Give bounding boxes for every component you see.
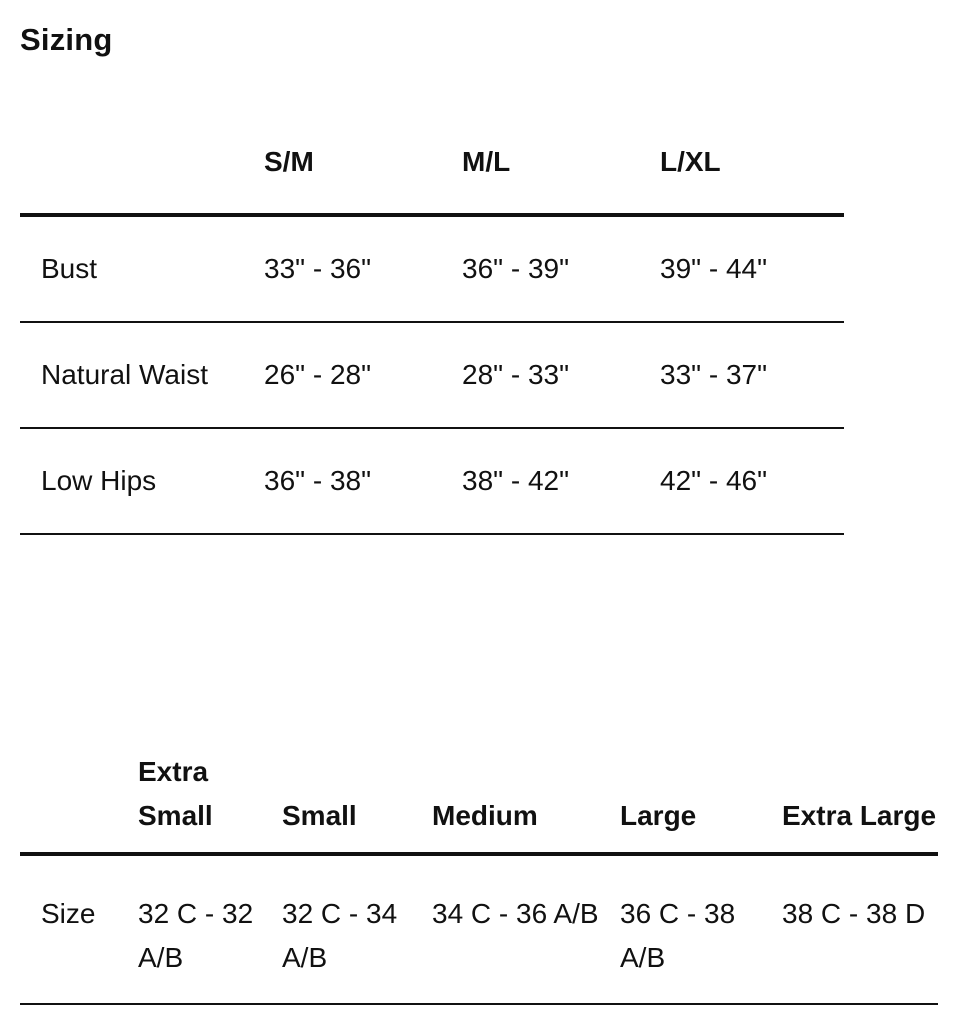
column-header-large: Large xyxy=(620,733,782,854)
column-header-blank xyxy=(20,110,264,215)
size-chart-bra-sizes xyxy=(20,733,938,1005)
row-label: Size xyxy=(20,854,138,1004)
column-header-medium: Medium xyxy=(432,733,620,854)
table-cell: 32 C - 32 A/B xyxy=(138,854,282,1004)
table-cell: 28" - 33" xyxy=(462,322,660,428)
table-cell: 42" - 46" xyxy=(660,428,844,534)
header-row xyxy=(20,110,844,215)
header-row xyxy=(20,733,938,854)
column-header-l-xl: L/XL xyxy=(660,110,844,215)
column-header-small: Small xyxy=(282,733,432,854)
row-label: Natural Waist xyxy=(20,322,264,428)
page-title: Sizing xyxy=(20,22,113,57)
column-header-blank xyxy=(20,733,138,854)
table-cell: 33" - 36" xyxy=(264,215,462,322)
table-cell: 38" - 42" xyxy=(462,428,660,534)
table-cell: 36" - 39" xyxy=(462,215,660,322)
table-row xyxy=(20,215,844,322)
table-cell: 39" - 44" xyxy=(660,215,844,322)
row-label: Bust xyxy=(20,215,264,322)
size-chart-measurements xyxy=(20,110,844,535)
row-label: Low Hips xyxy=(20,428,264,534)
table-cell: 26" - 28" xyxy=(264,322,462,428)
column-header-extra-large: Extra Large xyxy=(782,733,938,854)
table-cell: 36" - 38" xyxy=(264,428,462,534)
column-header-extra-small: Extra Small xyxy=(138,733,282,854)
table-row xyxy=(20,428,844,534)
table-row xyxy=(20,854,938,1004)
table-cell: 34 C - 36 A/B xyxy=(432,854,620,1004)
table-cell: 38 C - 38 D xyxy=(782,854,938,1004)
table-row xyxy=(20,322,844,428)
column-header-m-l: M/L xyxy=(462,110,660,215)
table-cell: 32 C - 34 A/B xyxy=(282,854,432,1004)
column-header-s-m: S/M xyxy=(264,110,462,215)
table-cell: 33" - 37" xyxy=(660,322,844,428)
table-cell: 36 C - 38 A/B xyxy=(620,854,782,1004)
